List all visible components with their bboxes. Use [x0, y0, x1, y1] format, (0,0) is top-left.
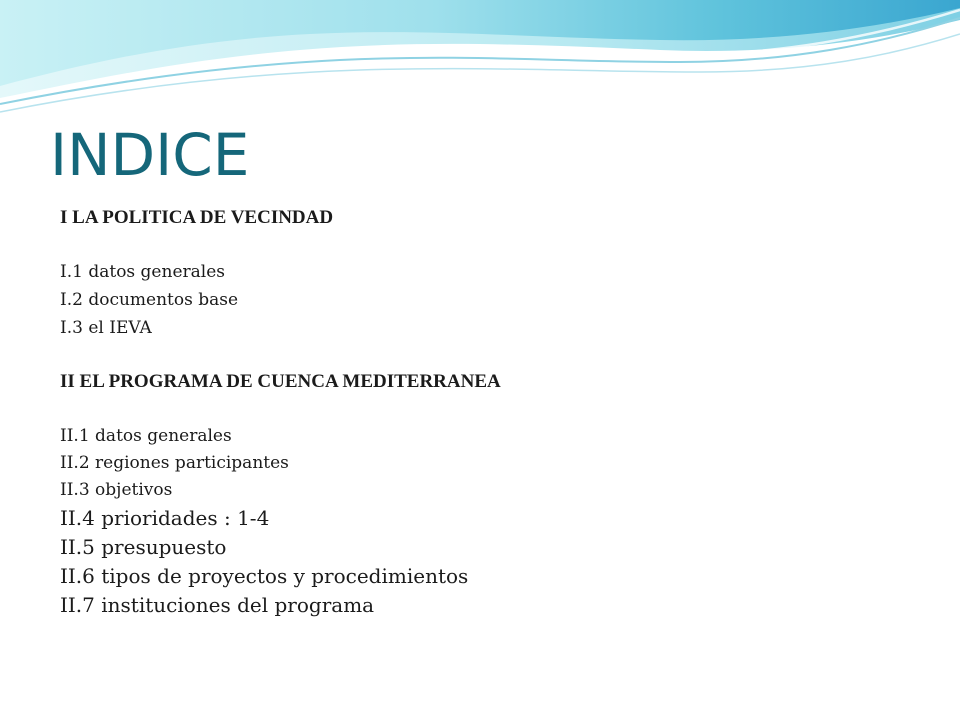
index-item-2-6: II.6 tipos de proyectos y procedimientos	[60, 564, 469, 588]
index-item-1-1: I.1 datos generales	[60, 262, 225, 282]
index-item-2-2: II.2 regiones participantes	[60, 453, 289, 473]
index-item-1-2: I.2 documentos base	[60, 290, 239, 310]
slide-title: INDICE	[50, 121, 250, 189]
index-item-2-7: II.7 instituciones del programa	[60, 593, 375, 617]
index-item-2-5: II.5 presupuesto	[60, 535, 227, 559]
index-item-2-4: II.4 prioridades : 1-4	[60, 506, 270, 530]
section-heading-programa-cuenca: II EL PROGRAMA DE CUENCA MEDITERRANEA	[60, 371, 501, 392]
index-item-2-1: II.1 datos generales	[60, 426, 232, 446]
index-item-2-3: II.3 objetivos	[60, 480, 173, 500]
section-heading-politica-vecindad: I LA POLITICA DE VECINDAD	[60, 207, 334, 228]
index-item-1-3: I.3 el IEVA	[60, 318, 152, 338]
index-list	[60, 0, 920, 720]
